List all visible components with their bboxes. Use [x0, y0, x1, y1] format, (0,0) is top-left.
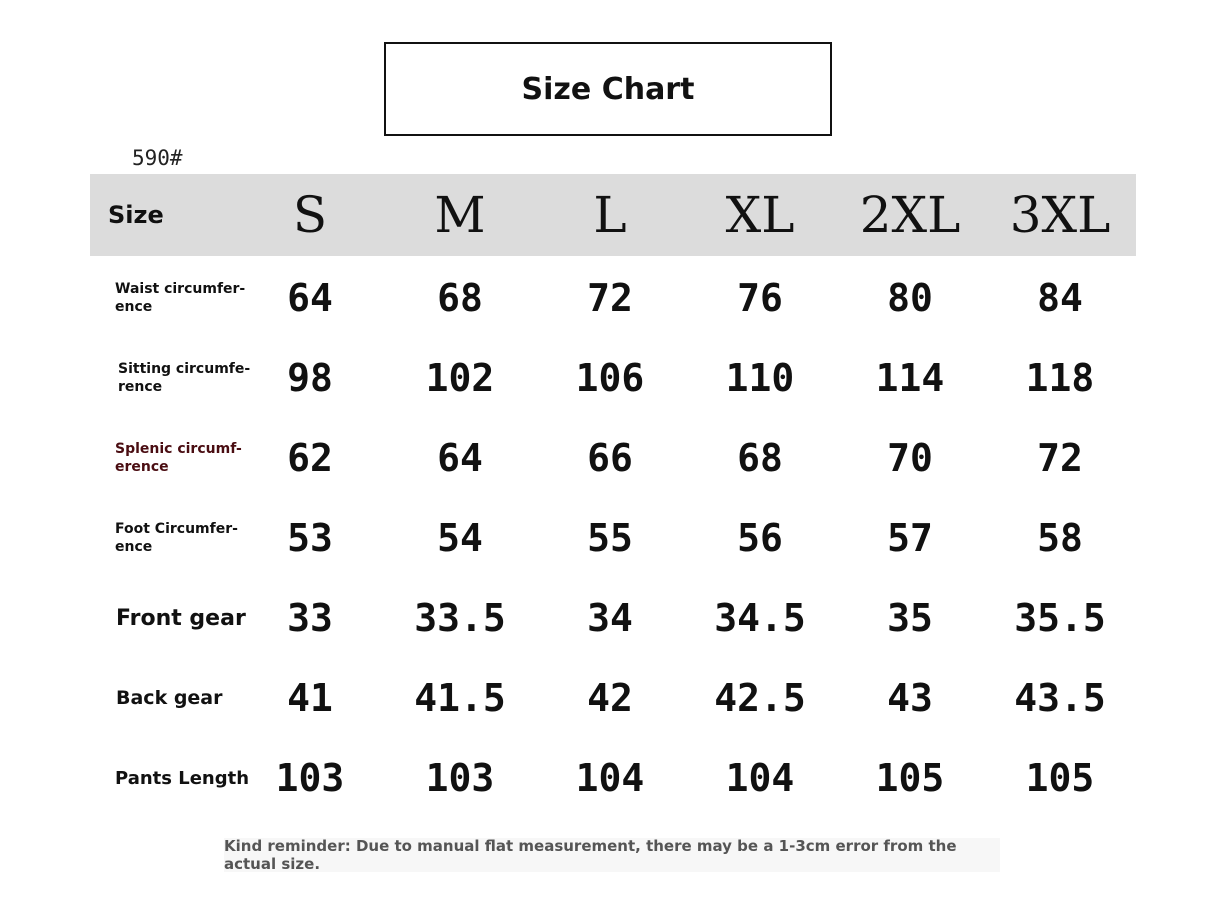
- cell-waist-s: 64: [287, 276, 333, 320]
- table-row-foot: [90, 498, 1136, 578]
- row-label-foot: Foot Circumfer- ence: [115, 521, 238, 555]
- cell-splenic-xl: 68: [737, 436, 783, 480]
- cell-front-gear-m: 33.5: [414, 596, 506, 640]
- cell-back-gear-3xl: 43.5: [1014, 676, 1106, 720]
- size-header-3xl: 3XL: [1009, 186, 1111, 244]
- cell-sitting-l: 106: [575, 356, 645, 400]
- size-chart-title: Size Chart: [384, 42, 832, 136]
- size-header-row: [90, 174, 1136, 256]
- cell-waist-xl: 76: [737, 276, 783, 320]
- cell-sitting-m: 102: [425, 356, 495, 400]
- kind-reminder-note: Kind reminder: Due to manual flat measurement, there may be a 1-3cm error from the actual size.: [224, 838, 1000, 872]
- table-row-front-gear: [90, 578, 1136, 658]
- cell-sitting-xl: 110: [725, 356, 795, 400]
- cell-foot-2xl: 57: [887, 516, 933, 560]
- row-label-waist: Waist circumfer- ence: [115, 281, 246, 315]
- cell-pants-length-2xl: 105: [875, 756, 945, 800]
- size-header-2xl: 2XL: [859, 186, 961, 244]
- row-label-sitting: Sitting circumfe- rence: [118, 361, 251, 395]
- cell-pants-length-3xl: 105: [1025, 756, 1095, 800]
- cell-foot-3xl: 58: [1037, 516, 1083, 560]
- table-row-pants-length: [90, 738, 1136, 818]
- size-header-s: S: [292, 186, 328, 244]
- cell-foot-xl: 56: [737, 516, 783, 560]
- cell-pants-length-l: 104: [575, 756, 645, 800]
- cell-sitting-3xl: 118: [1025, 356, 1095, 400]
- size-header-xl: XL: [725, 186, 795, 244]
- row-label-splenic: Splenic circumf- erence: [115, 441, 242, 475]
- cell-waist-l: 72: [587, 276, 633, 320]
- cell-foot-l: 55: [587, 516, 633, 560]
- table-row-sitting: [90, 338, 1136, 418]
- cell-front-gear-l: 34: [587, 596, 633, 640]
- row-label-back-gear: Back gear: [116, 687, 223, 709]
- size-header-l: L: [593, 186, 627, 244]
- cell-back-gear-s: 41: [287, 676, 333, 720]
- cell-foot-s: 53: [287, 516, 333, 560]
- cell-splenic-l: 66: [587, 436, 633, 480]
- row-label-front-gear: Front gear: [116, 605, 246, 631]
- cell-pants-length-s: 103: [275, 756, 345, 800]
- cell-splenic-m: 64: [437, 436, 483, 480]
- cell-waist-2xl: 80: [887, 276, 933, 320]
- cell-back-gear-m: 41.5: [414, 676, 506, 720]
- cell-back-gear-2xl: 43: [887, 676, 933, 720]
- cell-splenic-3xl: 72: [1037, 436, 1083, 480]
- cell-pants-length-m: 103: [425, 756, 495, 800]
- table-row-back-gear: [90, 658, 1136, 738]
- table-row-splenic: [90, 418, 1136, 498]
- cell-front-gear-3xl: 35.5: [1014, 596, 1106, 640]
- row-label-pants-length: Pants Length: [115, 767, 250, 789]
- cell-back-gear-l: 42: [587, 676, 633, 720]
- cell-front-gear-s: 33: [287, 596, 333, 640]
- model-code: 590#: [132, 146, 183, 170]
- cell-splenic-s: 62: [287, 436, 333, 480]
- cell-sitting-s: 98: [287, 356, 333, 400]
- cell-waist-m: 68: [437, 276, 483, 320]
- cell-sitting-2xl: 114: [875, 356, 945, 400]
- cell-waist-3xl: 84: [1037, 276, 1083, 320]
- cell-front-gear-2xl: 35: [887, 596, 933, 640]
- table-row-waist: [90, 258, 1136, 338]
- cell-pants-length-xl: 104: [725, 756, 795, 800]
- cell-foot-m: 54: [437, 516, 483, 560]
- cell-back-gear-xl: 42.5: [714, 676, 806, 720]
- size-header-m: M: [434, 186, 486, 244]
- cell-splenic-2xl: 70: [887, 436, 933, 480]
- size-header-label: Size: [108, 201, 164, 229]
- cell-front-gear-xl: 34.5: [714, 596, 806, 640]
